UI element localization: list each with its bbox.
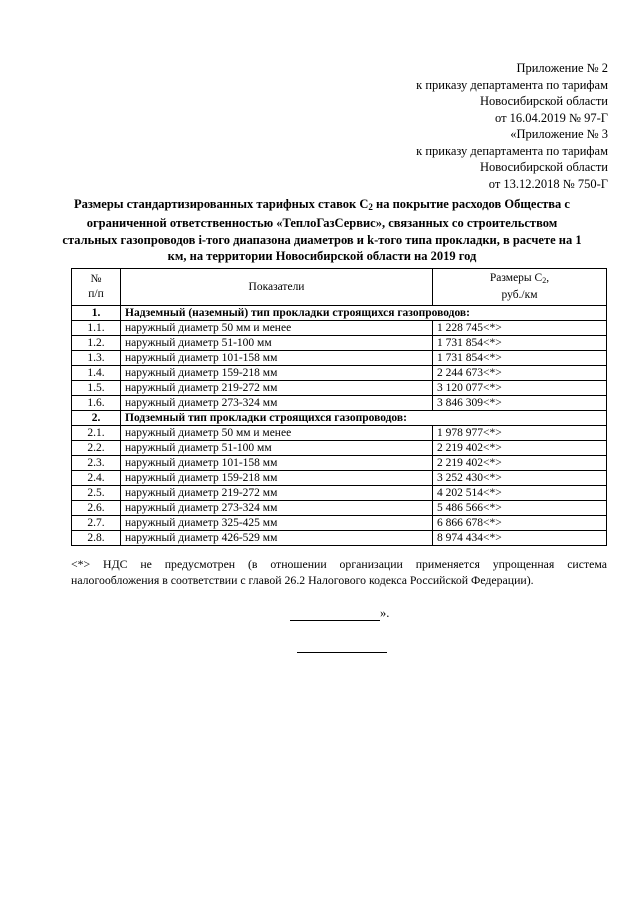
row-value: 2 244 673<*> [433,366,607,381]
title-part1: Размеры стандартизированных тарифных ставок С [74,197,369,211]
row-value: 1 731 854<*> [433,351,607,366]
closing-suffix: ». [380,606,390,620]
row-indicator: наружный диаметр 51-100 мм [121,441,433,456]
row-value: 8 974 434<*> [433,531,607,546]
row-num: 2.4. [72,471,121,486]
header-line: Новосибирской области [479,160,608,174]
row-value: 4 202 514<*> [433,486,607,501]
table-row [72,486,607,501]
section-row [72,411,607,426]
header-line: «Приложение № 3 [510,127,608,141]
header-indicator: Показатели [121,269,433,306]
footnote: <*> НДС не предусмотрен (в отношении организации применяется упрощенная система налогообложения в соответствии с главой 26.2 Налогового кодекса Российской Федерации). [71,557,607,587]
row-value: 6 866 678<*> [433,516,607,531]
table-row [72,396,607,411]
row-num: 1.3. [72,351,121,366]
row-indicator: наружный диаметр 159-218 мм [121,471,433,486]
row-indicator: наружный диаметр 273-324 мм [121,396,433,411]
header-value-line1 [437,271,602,288]
header-value-sub: 2 [542,276,547,285]
header-line: от 13.12.2018 № 750-Г [488,176,608,191]
table-row [72,351,607,366]
row-num: 2.8. [72,531,121,546]
row-value: 3 846 309<*> [433,396,607,411]
header-line: к приказу департамента по тарифам [416,77,608,92]
row-indicator: наружный диаметр 159-218 мм [121,366,433,381]
table-row [72,456,607,471]
row-num: 2.7. [72,516,121,531]
header-line: от 16.04.2019 № 97-Г [495,110,608,125]
row-num: 1.5. [72,381,121,396]
header-line: к приказу департамента по тарифам [416,143,608,158]
row-indicator: наружный диаметр 50 мм и менее [121,426,433,441]
row-value: 1 978 977<*> [433,426,607,441]
signature-rule [290,608,380,621]
row-num: 2.2. [72,441,121,456]
row-indicator: наружный диаметр 426-529 мм [121,531,433,546]
row-indicator: наружный диаметр 101-158 мм [121,351,433,366]
row-num: 2.5. [72,486,121,501]
header-num-line1: № [90,273,102,285]
section-num: 2. [72,411,121,426]
table-row [72,336,607,351]
table-row [72,531,607,546]
title-part2: на покрытие расходов Общества с ограниченной ответственностью «ТеплоГазСервис», связанных со строительством стальных газопроводов i-того диапазона диаметров и k-того типа прокладки, в расчете на 1 км, на территории Новосибирской области на 2019 год [62,197,582,263]
bottom-rule [297,652,387,653]
row-indicator: наружный диаметр 325-425 мм [121,516,433,531]
header-value-line2: руб./км [501,289,538,301]
row-value: 1 228 745<*> [433,321,607,336]
table-header-row [72,269,607,306]
row-num: 2.1. [72,426,121,441]
header-value-prefix: Размеры С [489,272,543,284]
row-value: 3 252 430<*> [433,471,607,486]
title-subscript: 2 [368,202,373,212]
row-indicator: наружный диаметр 219-272 мм [121,381,433,396]
row-value: 2 219 402<*> [433,456,607,471]
table-row [72,366,607,381]
row-value: 5 486 566<*> [433,501,607,516]
section-num: 1. [72,306,121,321]
header-line: Новосибирской области [479,94,608,108]
section-title: Надземный (наземный) тип прокладки строящихся газопроводов: [121,306,607,321]
table-row [72,381,607,396]
header-value-suffix: , [546,272,550,284]
row-value: 3 120 077<*> [433,381,607,396]
approval-header [308,60,608,192]
row-indicator: наружный диаметр 50 мм и менее [121,321,433,336]
row-num: 1.6. [72,396,121,411]
row-indicator: наружный диаметр 273-324 мм [121,501,433,516]
table-row [72,441,607,456]
header-line: Приложение № 2 [516,61,608,75]
row-num: 1.2. [72,336,121,351]
row-num: 2.6. [72,501,121,516]
row-value: 2 219 402<*> [433,441,607,456]
section-row [72,306,607,321]
row-indicator: наружный диаметр 219-272 мм [121,486,433,501]
table-row [72,426,607,441]
table-row [72,321,607,336]
section-title: Подземный тип прокладки строящихся газопроводов: [121,411,607,426]
table-row [72,501,607,516]
row-num: 1.4. [72,366,121,381]
header-num [72,269,121,306]
header-num-line2: п/п [88,288,104,300]
row-value: 1 731 854<*> [433,336,607,351]
table-row [72,471,607,486]
row-indicator: наружный диаметр 101-158 мм [121,456,433,471]
table-row [72,516,607,531]
row-num: 1.1. [72,321,121,336]
header-value [433,269,607,306]
row-num: 2.3. [72,456,121,471]
tariff-table [71,268,607,546]
row-indicator: наружный диаметр 51-100 мм [121,336,433,351]
document-title [62,196,582,264]
closing-line [290,606,389,621]
